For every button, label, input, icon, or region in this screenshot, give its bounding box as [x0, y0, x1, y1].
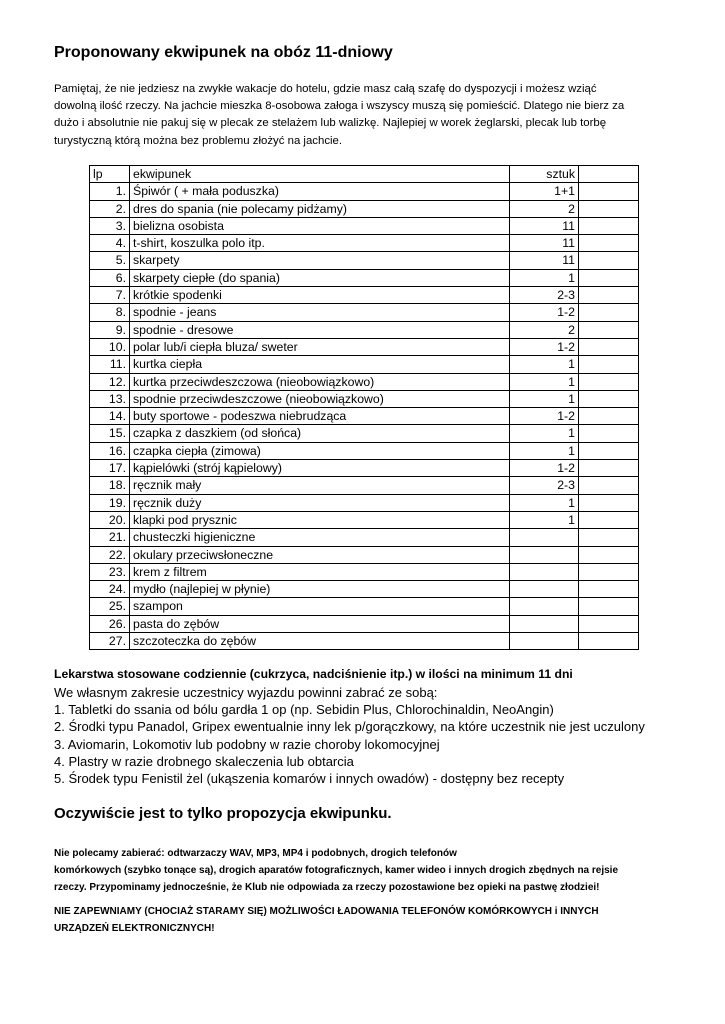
row-quantity: 1: [510, 494, 579, 511]
row-item: Śpiwór ( + mała poduszka): [130, 183, 510, 200]
row-quantity: 1-2: [510, 408, 579, 425]
warning-charging: NIE ZAPEWNIAMY (CHOCIAŻ STARAMY SIĘ) MOŻLIWOŚCI ŁADOWANIA TELEFONÓW KOMÓRKOWYCH i INNYCH URZĄDZEŃ ELEKTRONICZNYCH!: [54, 906, 599, 935]
row-number: 11.: [90, 356, 130, 373]
row-quantity: 1: [510, 390, 579, 407]
row-extra: [579, 598, 639, 615]
row-quantity: 1+1: [510, 183, 579, 200]
row-extra: [579, 529, 639, 546]
table-row: [90, 321, 639, 338]
row-number: 13.: [90, 390, 130, 407]
table-row: [90, 356, 639, 373]
header-qty: sztuk: [510, 166, 579, 183]
row-number: 14.: [90, 408, 130, 425]
proposal-remark: Oczywiście jest to tylko propozycja ekwipunku.: [54, 805, 392, 822]
table-row: [90, 494, 639, 511]
row-number: 7.: [90, 287, 130, 304]
row-quantity: 1: [510, 511, 579, 528]
intro-paragraph: Pamiętaj, że nie jedziesz na zwykłe wakacje do hotelu, gdzie masz całą szafę do dyspozycji i możesz wziąć dowolną ilość rzeczy. Na jachcie mieszka 8-osobowa załoga i wszyscy muszą się pomieścić. Dlatego nie bierz za dużo i absolutnie nie pakuj się w plecak ze stelażem lub walizkę. Najlepiej w worek żeglarski, plecak lub torbę turystyczną którą można bez problemu złożyć na jachcie.: [54, 83, 625, 147]
table-row: [90, 338, 639, 355]
row-extra: [579, 287, 639, 304]
row-item: spodnie - jeans: [130, 304, 510, 321]
row-extra: [579, 200, 639, 217]
row-item: skarpety: [130, 252, 510, 269]
row-extra: [579, 217, 639, 234]
row-number: 26.: [90, 615, 130, 632]
row-item: krótkie spodenki: [130, 287, 510, 304]
row-number: 24.: [90, 581, 130, 598]
row-extra: [579, 615, 639, 632]
row-item: kurtka ciepła: [130, 356, 510, 373]
row-quantity: [510, 598, 579, 615]
row-extra: [579, 633, 639, 650]
row-number: 27.: [90, 633, 130, 650]
row-item: okulary przeciwsłoneczne: [130, 546, 510, 563]
row-extra: [579, 477, 639, 494]
medicines-line: 5. Środek typu Fenistil żel (ukąszenia komarów i innych owadów) - dostępny bez recepty: [54, 771, 565, 787]
table-row: [90, 373, 639, 390]
table-row: [90, 183, 639, 200]
row-extra: [579, 442, 639, 459]
row-extra: [579, 338, 639, 355]
row-item: czapka z daszkiem (od słońca): [130, 425, 510, 442]
row-quantity: 1: [510, 425, 579, 442]
row-number: 23.: [90, 563, 130, 580]
row-quantity: [510, 546, 579, 563]
row-quantity: 2: [510, 200, 579, 217]
row-number: 25.: [90, 598, 130, 615]
row-number: 10.: [90, 338, 130, 355]
equipment-table: [89, 165, 639, 650]
medicines-title: Lekarstwa stosowane codziennie (cukrzyca, nadciśnienie itp.) w ilości na minimum 11 dni: [54, 667, 573, 681]
row-extra: [579, 304, 639, 321]
row-quantity: 1: [510, 356, 579, 373]
table-row: [90, 633, 639, 650]
row-number: 17.: [90, 460, 130, 477]
table-row: [90, 304, 639, 321]
medicines-line: 2. Środki typu Panadol, Gripex ewentualnie inny lek p/gorączkowy, na które uczestnik nie jest uczulony: [54, 719, 645, 735]
medicines-line: 3. Aviomarin, Lokomotiv lub podobny w razie choroby lokomocyjnej: [54, 736, 440, 752]
row-quantity: 2-3: [510, 477, 579, 494]
row-extra: [579, 356, 639, 373]
row-extra: [579, 321, 639, 338]
row-item: spodnie przeciwdeszczowe (nieobowiązkowo): [130, 390, 510, 407]
medicines-line: We własnym zakresie uczestnicy wyjazdu powinni zabrać ze sobą:: [54, 685, 438, 700]
header-item: ekwipunek: [130, 166, 510, 183]
row-extra: [579, 235, 639, 252]
row-quantity: 1-2: [510, 338, 579, 355]
table-row: [90, 460, 639, 477]
row-item: buty sportowe - podeszwa niebrudząca: [130, 408, 510, 425]
table-row: [90, 408, 639, 425]
row-item: krem z filtrem: [130, 563, 510, 580]
row-quantity: 11: [510, 252, 579, 269]
row-number: 20.: [90, 511, 130, 528]
row-quantity: [510, 529, 579, 546]
row-extra: [579, 511, 639, 528]
row-item: klapki pod prysznic: [130, 511, 510, 528]
row-quantity: 11: [510, 217, 579, 234]
row-number: 18.: [90, 477, 130, 494]
row-item: czapka ciepła (zimowa): [130, 442, 510, 459]
row-quantity: 11: [510, 235, 579, 252]
row-number: 5.: [90, 252, 130, 269]
row-item: polar lub/i ciepła bluza/ sweter: [130, 338, 510, 355]
row-extra: [579, 373, 639, 390]
row-number: 4.: [90, 235, 130, 252]
table-header-row: [90, 166, 639, 183]
row-item: pasta do zębów: [130, 615, 510, 632]
row-number: 3.: [90, 217, 130, 234]
row-item: chusteczki higieniczne: [130, 529, 510, 546]
row-number: 8.: [90, 304, 130, 321]
row-item: szczoteczka do zębów: [130, 633, 510, 650]
table-row: [90, 511, 639, 528]
page-title: Proponowany ekwipunek na obóz 11-dniowy: [54, 44, 393, 61]
table-row: [90, 477, 639, 494]
row-item: t-shirt, koszulka polo itp.: [130, 235, 510, 252]
row-extra: [579, 581, 639, 598]
row-extra: [579, 183, 639, 200]
row-number: 2.: [90, 200, 130, 217]
row-number: 21.: [90, 529, 130, 546]
table-row: [90, 442, 639, 459]
row-quantity: [510, 581, 579, 598]
row-item: kurtka przeciwdeszczowa (nieobowiązkowo): [130, 373, 510, 390]
row-extra: [579, 563, 639, 580]
row-quantity: 2: [510, 321, 579, 338]
row-item: spodnie - dresowe: [130, 321, 510, 338]
row-item: skarpety ciepłe (do spania): [130, 269, 510, 286]
row-quantity: 2-3: [510, 287, 579, 304]
row-number: 19.: [90, 494, 130, 511]
row-number: 6.: [90, 269, 130, 286]
table-row: [90, 546, 639, 563]
table-row: [90, 390, 639, 407]
row-item: bielizna osobista: [130, 217, 510, 234]
header-extra: [579, 166, 639, 183]
row-number: 16.: [90, 442, 130, 459]
row-extra: [579, 494, 639, 511]
medicines-line: 4. Plastry w razie drobnego skaleczenia lub obtarcia: [54, 753, 354, 769]
row-extra: [579, 252, 639, 269]
medicines-line: 1. Tabletki do ssania od bólu gardła 1 op (np. Sebidin Plus, Chlorochinaldin, NeoAngin): [54, 702, 554, 718]
row-item: kąpielówki (strój kąpielowy): [130, 460, 510, 477]
medicines-list: [54, 684, 645, 787]
row-item: ręcznik duży: [130, 494, 510, 511]
table-row: [90, 529, 639, 546]
row-quantity: [510, 615, 579, 632]
row-extra: [579, 460, 639, 477]
row-number: 22.: [90, 546, 130, 563]
row-extra: [579, 390, 639, 407]
table-row: [90, 235, 639, 252]
table-row: [90, 269, 639, 286]
row-quantity: 1-2: [510, 304, 579, 321]
row-item: szampon: [130, 598, 510, 615]
table-row: [90, 598, 639, 615]
row-extra: [579, 408, 639, 425]
table-row: [90, 581, 639, 598]
table-row: [90, 287, 639, 304]
row-quantity: 1: [510, 373, 579, 390]
row-extra: [579, 269, 639, 286]
row-number: 12.: [90, 373, 130, 390]
table-row: [90, 615, 639, 632]
row-extra: [579, 546, 639, 563]
table-row: [90, 252, 639, 269]
row-number: 1.: [90, 183, 130, 200]
table-row: [90, 563, 639, 580]
row-quantity: 1: [510, 269, 579, 286]
table-row: [90, 425, 639, 442]
row-item: ręcznik mały: [130, 477, 510, 494]
row-extra: [579, 425, 639, 442]
warning-not-recommended: Nie polecamy zabierać: odtwarzaczy WAV, MP3, MP4 i podobnych, drogich telefonów komórkowych (szybko tonące są), drogich aparatów fotograficznych, kamer wideo i innych drogich zbędnych na rejsie rzeczy. Przypominamy jednocześnie, że Klub nie odpowiada za rzeczy pozostawione bez opieki na pastwę złodziei!: [54, 848, 619, 894]
row-quantity: 1: [510, 442, 579, 459]
row-item: mydło (najlepiej w płynie): [130, 581, 510, 598]
row-number: 15.: [90, 425, 130, 442]
row-quantity: [510, 563, 579, 580]
row-item: dres do spania (nie polecamy pidżamy): [130, 200, 510, 217]
header-lp: lp: [90, 166, 130, 183]
row-number: 9.: [90, 321, 130, 338]
table-row: [90, 200, 639, 217]
row-quantity: 1-2: [510, 460, 579, 477]
row-quantity: [510, 633, 579, 650]
table-row: [90, 217, 639, 234]
